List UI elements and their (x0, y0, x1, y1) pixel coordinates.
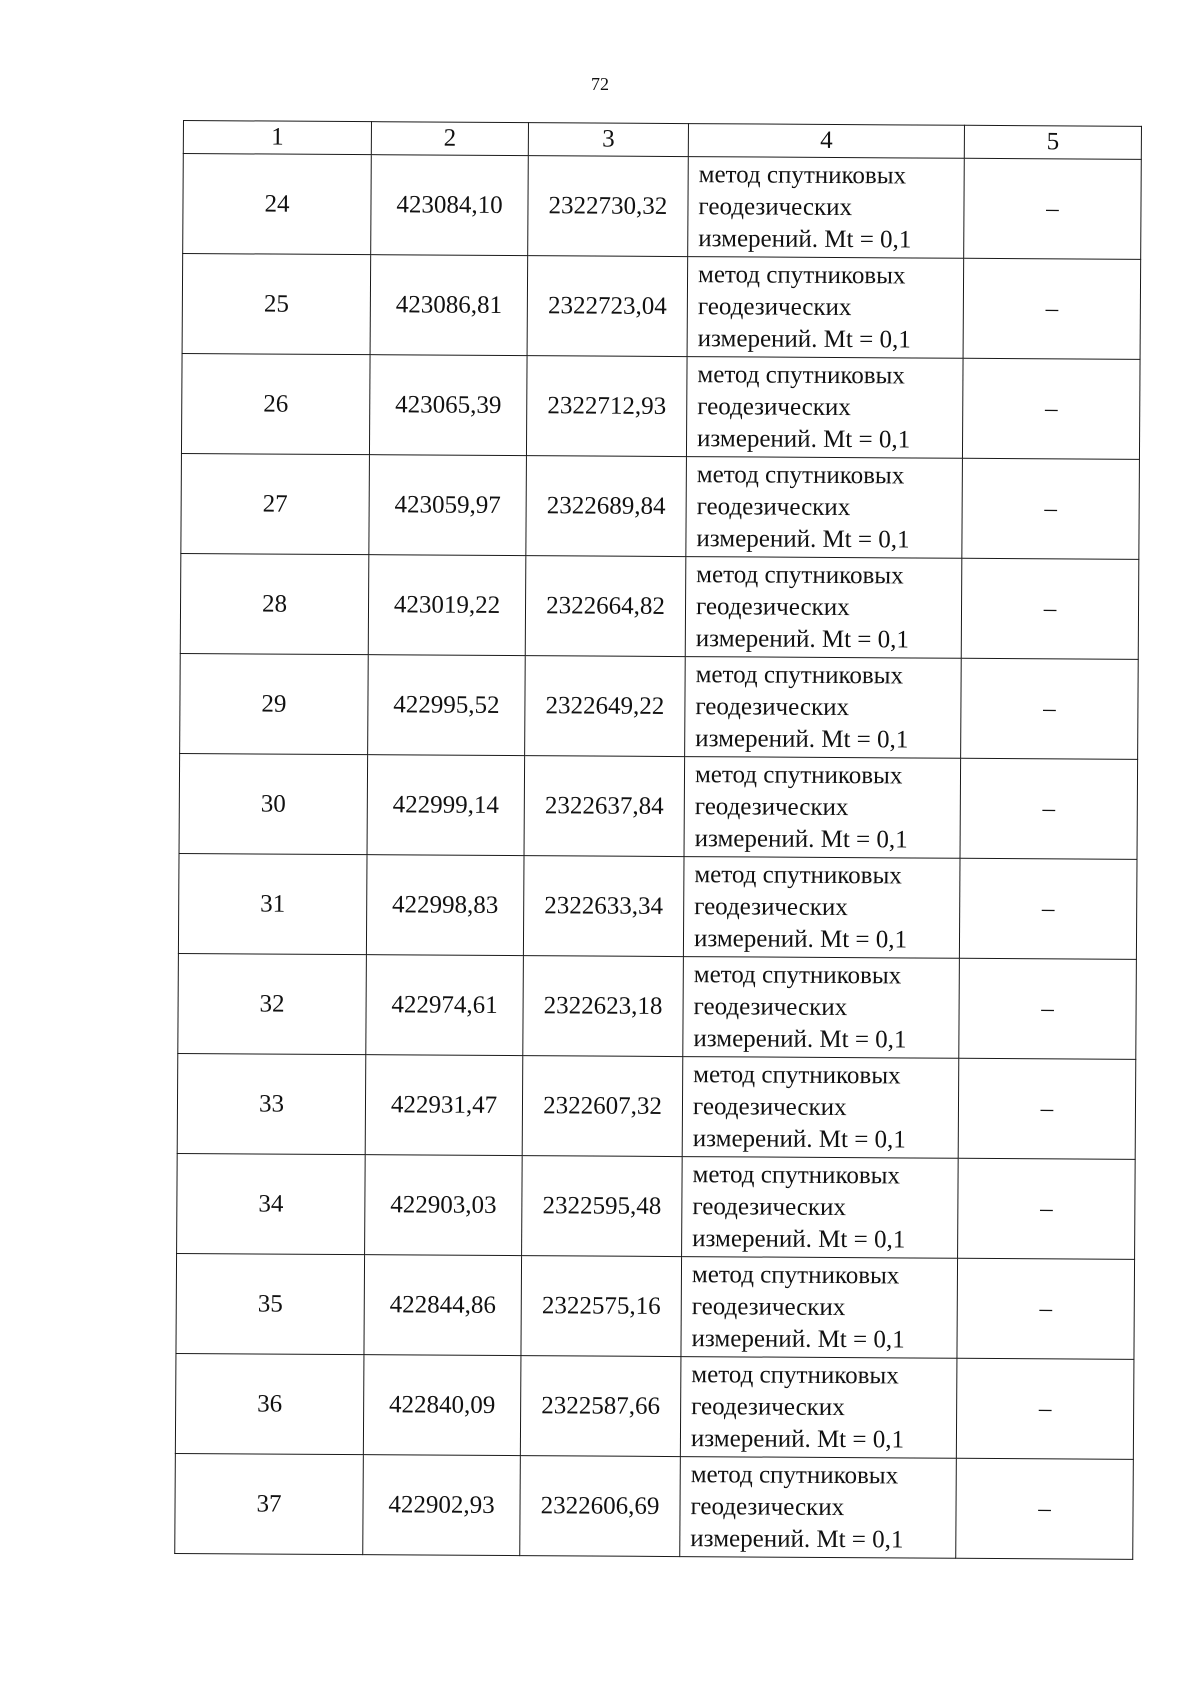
method-line: метод спутниковых (694, 860, 902, 889)
note-cell: – (958, 1058, 1136, 1159)
point-number-cell: 34 (177, 1153, 366, 1254)
method-line: измерений. Mt = 0,1 (697, 324, 911, 353)
x-coordinate-cell: 423086,81 (370, 255, 528, 356)
method-line: геодезических (694, 792, 849, 821)
method-line: геодезических (697, 292, 852, 321)
y-coordinate-cell: 2322637,84 (524, 756, 685, 857)
method-line: геодезических (695, 592, 850, 621)
y-coordinate-cell: 2322607,32 (522, 1056, 683, 1157)
table-row (175, 1453, 1134, 1559)
method-cell (682, 1057, 959, 1159)
table-row (180, 553, 1139, 659)
method-line: измерений. Mt = 0,1 (690, 1424, 905, 1453)
method-line: измерений. Mt = 0,1 (695, 724, 909, 753)
page-number: 72 (591, 74, 609, 94)
method-line: измерений. Mt = 0,1 (693, 1024, 907, 1053)
method-line: измерений. Mt = 0,1 (691, 1324, 905, 1353)
method-line: метод спутниковых (693, 1060, 901, 1089)
method-line: измерений. Mt = 0,1 (692, 1124, 906, 1153)
point-number-cell: 31 (178, 853, 367, 954)
y-coordinate-cell: 2322606,69 (520, 1456, 681, 1557)
note-cell: – (964, 158, 1142, 259)
x-coordinate-cell: 422844,86 (364, 1255, 522, 1356)
method-line: метод спутниковых (691, 1360, 899, 1389)
method-cell (680, 1357, 957, 1459)
y-coordinate-cell: 2322595,48 (522, 1156, 683, 1257)
method-cell (684, 757, 961, 859)
table-body (175, 154, 1142, 1560)
note-cell: – (961, 558, 1139, 659)
note-cell: – (957, 1258, 1135, 1359)
table-row (178, 953, 1137, 1059)
table-row (177, 1153, 1136, 1259)
table-row (178, 853, 1137, 959)
x-coordinate-cell: 422931,47 (365, 1055, 523, 1156)
table-row (177, 1053, 1136, 1159)
column-header-4: 4 (688, 124, 964, 159)
note-cell: – (958, 1158, 1136, 1259)
method-line: метод спутниковых (698, 160, 907, 189)
method-line: измерений. Mt = 0,1 (696, 424, 911, 453)
method-line: метод спутниковых (697, 260, 906, 289)
column-header-1: 1 (183, 121, 371, 155)
y-coordinate-cell: 2322723,04 (527, 256, 688, 357)
method-line: геодезических (691, 1292, 846, 1321)
point-number-cell: 29 (180, 653, 369, 754)
method-cell (687, 257, 964, 359)
method-line: геодезических (697, 392, 851, 421)
note-cell: – (956, 1458, 1134, 1559)
point-number-cell: 33 (177, 1053, 366, 1154)
note-cell: – (956, 1358, 1134, 1459)
method-cell (683, 957, 960, 1059)
x-coordinate-cell: 422974,61 (366, 955, 524, 1056)
point-number-cell: 36 (175, 1353, 364, 1454)
method-line: геодезических (696, 492, 851, 521)
method-cell (681, 1257, 958, 1359)
y-coordinate-cell: 2322587,66 (520, 1356, 681, 1457)
method-line: измерений. Mt = 0,1 (696, 524, 910, 553)
method-line: метод спутниковых (691, 1260, 900, 1289)
method-line: геодезических (690, 1492, 845, 1521)
point-number-cell: 25 (182, 254, 371, 355)
method-line: геодезических (691, 1392, 845, 1421)
note-cell: – (960, 758, 1138, 859)
point-number-cell: 28 (180, 553, 369, 654)
method-line: измерений. Mt = 0,1 (695, 624, 910, 653)
table-row (180, 653, 1139, 759)
x-coordinate-cell: 423019,22 (368, 555, 526, 656)
point-number-cell: 30 (179, 753, 368, 854)
method-line: геодезических (694, 892, 848, 921)
method-cell (680, 1457, 957, 1559)
method-line: метод спутниковых (696, 560, 904, 589)
table-row (181, 353, 1140, 459)
method-cell (682, 1157, 959, 1259)
x-coordinate-cell: 423084,10 (371, 155, 529, 256)
y-coordinate-cell: 2322664,82 (525, 556, 686, 657)
column-header-3: 3 (528, 123, 688, 157)
point-number-cell: 37 (175, 1453, 364, 1554)
method-line: измерений. Mt = 0,1 (694, 824, 908, 853)
method-line: метод спутниковых (695, 660, 904, 689)
point-number-cell: 26 (181, 353, 370, 454)
method-line: измерений. Mt = 0,1 (692, 1224, 906, 1253)
table-row (182, 254, 1141, 360)
method-line: измерений. Mt = 0,1 (690, 1524, 904, 1553)
table-row (181, 453, 1140, 559)
note-cell: – (959, 858, 1137, 959)
y-coordinate-cell: 2322649,22 (525, 656, 686, 757)
method-line: метод спутниковых (697, 360, 905, 389)
table-row (175, 1353, 1134, 1459)
y-coordinate-cell: 2322730,32 (528, 156, 689, 257)
method-line: метод спутниковых (692, 1160, 901, 1189)
column-header-5: 5 (964, 125, 1141, 159)
x-coordinate-cell: 422840,09 (363, 1355, 521, 1456)
x-coordinate-cell: 422998,83 (366, 855, 524, 956)
table-row (179, 753, 1138, 859)
method-line: метод спутниковых (696, 460, 905, 489)
x-coordinate-cell: 423059,97 (369, 455, 527, 556)
point-number-cell: 24 (183, 154, 372, 255)
note-cell: – (959, 958, 1137, 1059)
note-cell: – (963, 258, 1141, 359)
coordinates-table (174, 120, 1142, 1560)
method-line: метод спутниковых (690, 1460, 899, 1489)
x-coordinate-cell: 422999,14 (367, 755, 525, 856)
point-number-cell: 32 (178, 953, 367, 1054)
y-coordinate-cell: 2322712,93 (526, 356, 687, 457)
note-cell: – (962, 458, 1140, 559)
point-number-cell: 35 (176, 1253, 365, 1354)
y-coordinate-cell: 2322689,84 (526, 456, 687, 557)
method-line: метод спутниковых (694, 760, 903, 789)
method-cell (688, 157, 965, 259)
method-line: геодезических (693, 992, 848, 1021)
table-row (176, 1253, 1135, 1359)
table-row (183, 154, 1142, 260)
method-line: геодезических (692, 1092, 847, 1121)
method-line: метод спутниковых (693, 960, 902, 989)
x-coordinate-cell: 422995,52 (368, 655, 526, 756)
method-cell (685, 557, 962, 659)
method-cell (686, 457, 963, 559)
method-line: геодезических (695, 692, 850, 721)
x-coordinate-cell: 422902,93 (363, 1455, 521, 1556)
method-line: геодезических (692, 1192, 847, 1221)
y-coordinate-cell: 2322633,34 (523, 856, 684, 957)
y-coordinate-cell: 2322623,18 (523, 956, 684, 1057)
method-line: измерений. Mt = 0,1 (693, 924, 908, 953)
x-coordinate-cell: 423065,39 (369, 355, 527, 456)
method-line: измерений. Mt = 0,1 (698, 224, 912, 253)
x-coordinate-cell: 422903,03 (365, 1155, 523, 1256)
y-coordinate-cell: 2322575,16 (521, 1256, 682, 1357)
method-line: геодезических (698, 192, 853, 221)
column-header-2: 2 (371, 122, 528, 156)
method-cell (683, 857, 960, 959)
note-cell: – (961, 658, 1139, 759)
note-cell: – (962, 358, 1140, 459)
method-cell (685, 657, 962, 759)
method-cell (686, 357, 963, 459)
point-number-cell: 27 (181, 453, 370, 554)
